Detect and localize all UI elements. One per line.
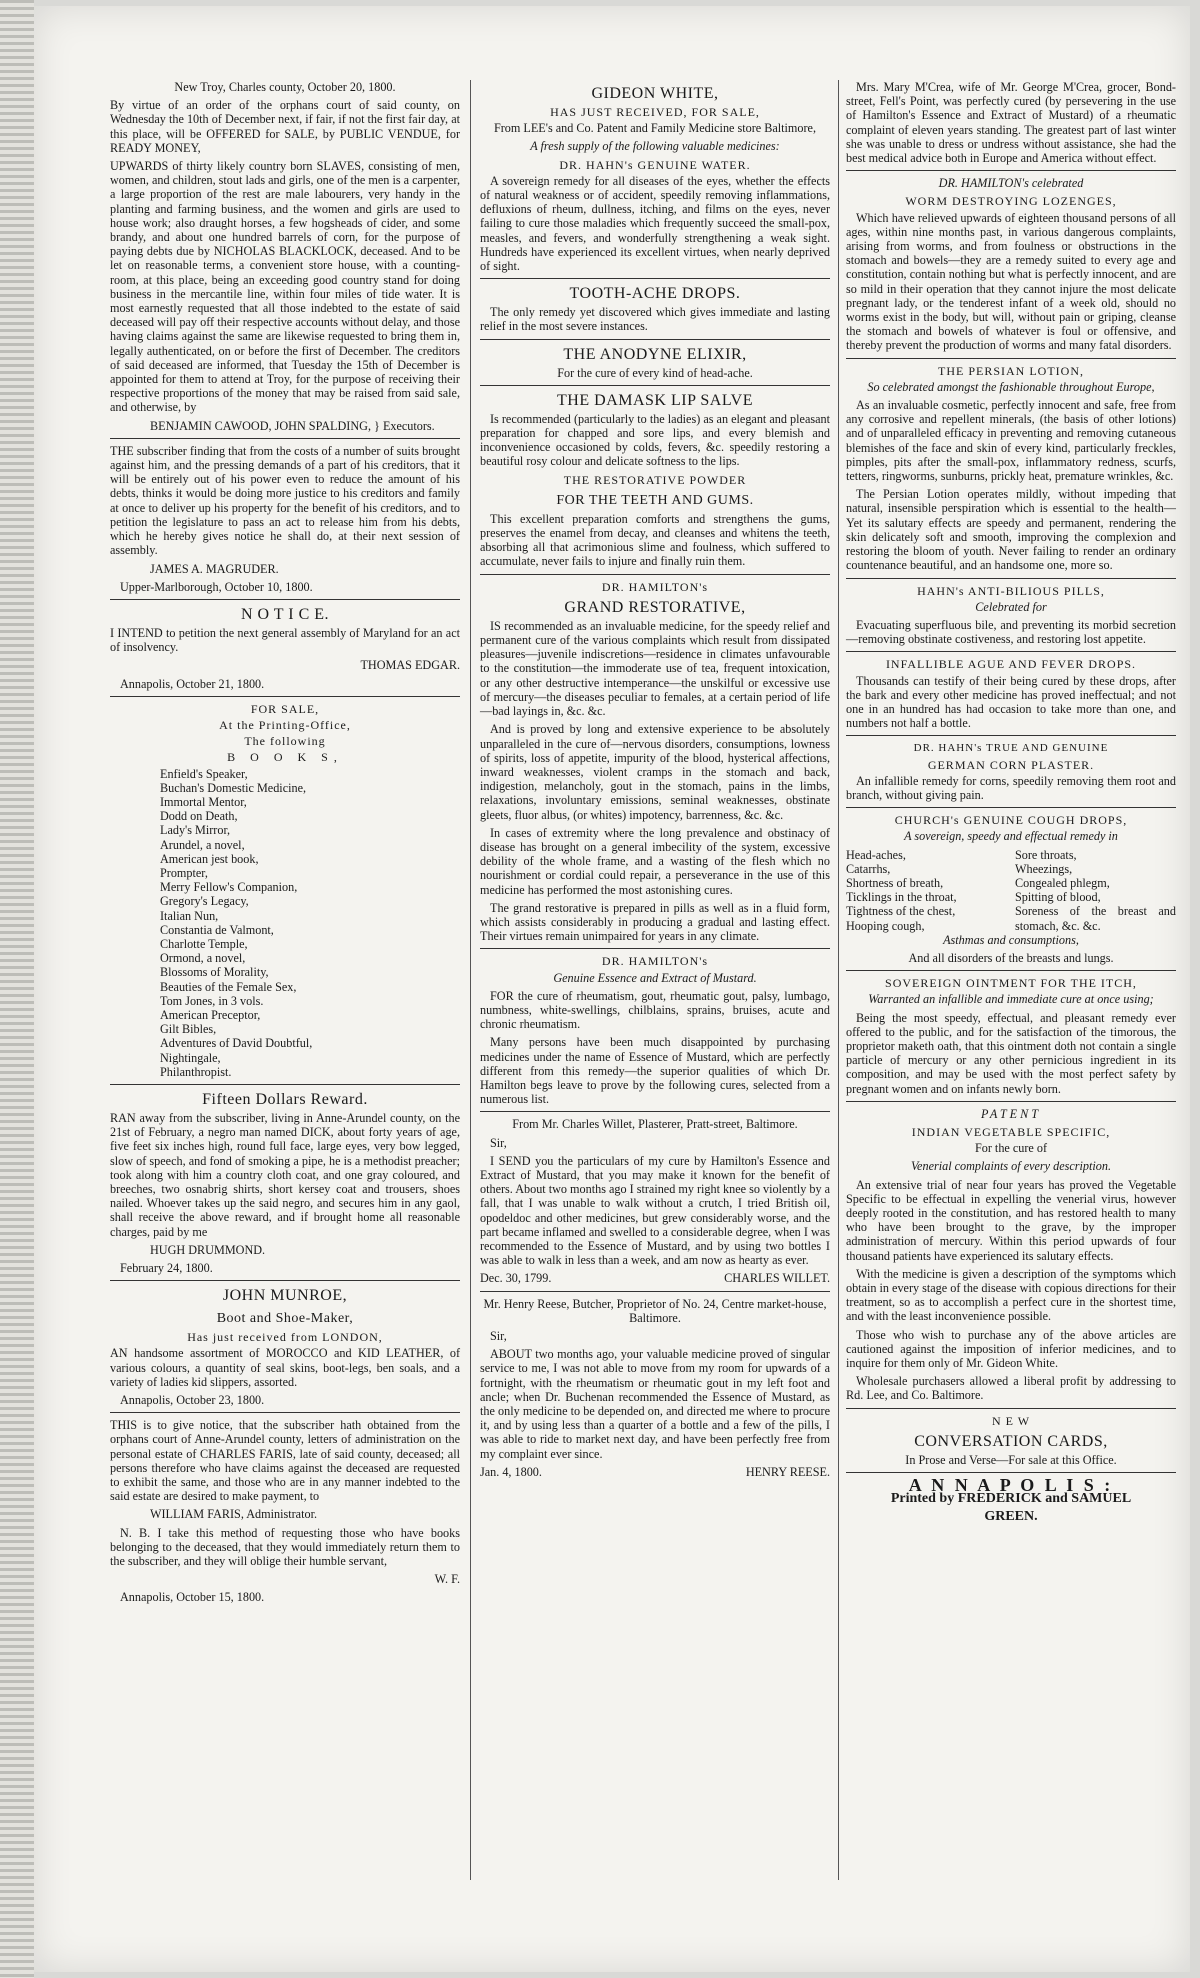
- willet-signature: CHARLES WILLET.: [724, 1271, 830, 1286]
- divider: [110, 1412, 460, 1413]
- reese-heading: Mr. Henry Reese, Butcher, Proprietor of No. 24, Centre market-house, Baltimore.: [483, 1296, 827, 1325]
- list-item: Sore throats,: [1015, 847, 1077, 862]
- patent-heading: PATENT: [981, 1106, 1041, 1121]
- indian-sub: For the cure of: [974, 1141, 1048, 1156]
- cough-left-list: [846, 848, 1007, 933]
- reward-date: February 24, 1800.: [120, 1261, 213, 1276]
- anodyne-body: For the cure of every kind of head-ache.: [557, 365, 753, 380]
- books-heading: B O O K S,: [227, 750, 343, 765]
- list-item: Ormond, a novel,: [160, 951, 246, 966]
- list-item: Beauties of the Female Sex,: [160, 979, 297, 994]
- divider: [480, 1291, 830, 1292]
- cough-sub: A sovereign, speedy and effectual remedy in: [904, 829, 1118, 844]
- divider: [846, 970, 1176, 971]
- mustard-body-2: Many persons have been much disappointed by purchasing medicines under the name of Essence of Mustard, which are perfectly different from this remedy—the superior qualities of which Dr. Hamilton begs leave to prove by the following cures, selected from a numerous list.: [480, 1035, 830, 1107]
- list-item: Catarrhs,: [846, 861, 891, 876]
- ague-heading: INFALLIBLE AGUE AND FEVER DROPS.: [885, 657, 1137, 672]
- corn-heading: DR. HAHN's TRUE AND GENUINE: [913, 742, 1109, 755]
- list-item: Prompter,: [160, 865, 208, 880]
- notice-title: N O T I C E.: [240, 605, 330, 623]
- list-item: Constantia de Valmont,: [160, 922, 274, 937]
- worm-body: Which have relieved upwards of eighteen thousand persons of all ages, within nine months past, in various dangerous complaints, arising from worms, and from foulness or obstructions in the stomach and bowels—they are a remedy suited to every age and constitution, contain nothing but what is perfectly innocent, and are so mild in their operation that they cannot injure the most delicate pregnant lady, or the tenderest infant of a week old, should no worms exist in the body, but will, without pain or griping, cleanse the stomach and bowels of whatever is foul or offensive, and thereby prevent the production of worms and many fatal disorders.: [846, 210, 1176, 353]
- grand-body-2: And is proved by long and extensive experience to be absolutely unparalleled in the cure of—nervous disorders, consumptions, lowness of spirits, loss of appetite, impurity of the blood, hysterical affections, inward weaknesses, violent cramps in the stomach and back, indigestion, melancholy, gout in the stomach, pains in the limbs, relaxations, involuntary emissions, seminal weaknesses, obstinate gleets, fluor albus, (or whites) impotency, barrenness, &c. &c.: [480, 722, 830, 822]
- divider: [110, 696, 460, 697]
- grand-heading-2: GRAND RESTORATIVE,: [564, 598, 746, 616]
- reward-title: Fifteen Dollars Reward.: [202, 1091, 368, 1108]
- munroe-sub: Boot and Shoe-Maker,: [216, 1311, 354, 1327]
- water-body: A sovereign remedy for all diseases of the eyes, whether the effects of natural weakness or of accident, speedily removing inflammations, defluxions of rheum, dullness, itching, and films on the eyes, never failing to cure those maladies which frequently succeed the small-pox, measles, and fevers, and wonderfully strengthening a weak sight. Hundreds have experienced its excellent virtues, when nearly deprived of sight.: [480, 173, 830, 274]
- list-item: Spitting of blood,: [1015, 890, 1101, 905]
- divider: [480, 1111, 830, 1112]
- reese-date: Jan. 4, 1800.: [480, 1464, 542, 1479]
- list-item: Immortal Mentor,: [160, 794, 247, 809]
- divider: [110, 1280, 460, 1281]
- indian-sub-2: Venerial complaints of every description.: [910, 1159, 1112, 1174]
- indian-body-2: With the medicine is given a description of the symptoms which obtain in every stage of the disease with copious directions for their treatment, so as to accomplish a perfect cure in the shortest time, and with the least inconvenience possible.: [846, 1266, 1176, 1324]
- cough-tail-2: And all disorders of the breasts and lungs.: [908, 950, 1114, 965]
- corn-body: An infallible remedy for corns, speedily removing them root and branch, without giving pain.: [846, 773, 1176, 802]
- mccrea-testimonial: Mrs. Mary M'Crea, wife of Mr. George M'Crea, grocer, Bond-street, Fell's Point, was perfectly cured (by persevering in the use of Hamilton's Essence and Extract of Mustard) of a rheumatic complaint of eleven years standing. The greatest part of last winter she was unable to dress or undress without assistance, she had the best medical advice both in Europe and America without effect.: [846, 80, 1176, 166]
- list-item: Wheezings,: [1015, 861, 1073, 876]
- books-sub: At the Printing-Office,: [219, 717, 351, 732]
- list-item: Hooping cough,: [846, 918, 925, 933]
- white-sub2: From LEE's and Co. Patent and Family Medicine store Baltimore,: [493, 121, 817, 136]
- lip-heading: THE DAMASK LIP SALVE: [557, 391, 753, 409]
- slaves-ad: UPWARDS of thirty likely country born SLAVES, consisting of men, women, and children, stout lads and girls, one of the men is a carpenter, a large proportion of the rest are male labourers, very handy in the planting and farming business, and the women and girls are used to house work; also draught horses, a few hogsheads of cider, and some brandy, and about one hundred barrels of corn, for the purpose of paying debts due by NICHOLAS BLACKLOCK, deceased. And to be let on reasonable terms, a convenient store house, with a counting-room, at this place, being an exceeding good country stand for doing business in the mercantile line, within four miles of tide water. It is most earnestly requested that all those indebted to the estate of said deceased will pay off their respective accounts without delay, and those having claims against the same are likewise requested to bring them in, legally authenticated, on or before the first of December. The creditors of said deceased are informed, that Tuesday the 15th of December is appointed for them to attend at Troy, for the purpose of receiving their respective proportions of the money that may be raised from said sale, and otherwise, by: [110, 159, 460, 415]
- lip-body: Is recommended (particularly to the ladies) as an elegant and pleasant preparation for chapped and sore lips, and every blemish and inconvenience occasioned by colds, fevers, &c. speedily restoring a beautiful rosy colour and delicate softness to the lips.: [480, 411, 830, 469]
- divider: [480, 385, 830, 386]
- column-rule: [470, 80, 471, 1880]
- willet-body: I SEND you the particulars of my cure by Hamilton's Essence and Extract of Mustard, that you may make it known for the benefit of others. About two months ago I strained my right knee so violently by a fall, that I was unable to walk without a crutch, I tried British oil, opodeldoc and other medicines, but grew considerably worse, and the part became inflamed and swelled to a considerable degree, when I was recommended to the Essence of Mustard, and by using two bottles I was able to walk in less than a week, and am now as hearty as ever.: [480, 1153, 831, 1268]
- willet-heading: From Mr. Charles Willet, Plasterer, Pratt-street, Baltimore.: [512, 1117, 798, 1132]
- reese-body: ABOUT two months ago, your valuable medicine proved of singular service to me, I was not able to move from my room for upwards of a fortnight, with the rheumatism or rheumatic gout in my left foot and ancle; when Dr. Buchenan recommended the Essence of Mustard, as the only medicine to be depended on, and directed me where to procure it, and by using less than a quarter of a bottle and a few of the pills, I was able to ride to market next day, and have been perfectly free from my complaint ever since.: [480, 1347, 830, 1461]
- itch-sub: Warranted an infallible and immediate cure at once using;: [868, 992, 1154, 1007]
- cough-ailments: [846, 848, 1176, 933]
- list-item: Gregory's Legacy,: [160, 894, 249, 909]
- white-title: GIDEON WHITE,: [591, 85, 719, 102]
- ague-body: Thousands can testify of their being cured by these drops, after the bark and every other medicine has proved ineffectual; and not one in an hundred has had occasion to take more than one, and numbers not half a bottle.: [846, 673, 1176, 731]
- powder-heading: THE RESTORATIVE POWDER: [563, 472, 747, 487]
- divider: [846, 651, 1176, 652]
- bilious-body: Evacuating superfluous bile, and preventing its morbid secretion—removing obstinate costiveness, and restoring lost appetite.: [846, 617, 1176, 647]
- faris-date: Annapolis, October 15, 1800.: [120, 1590, 265, 1605]
- munroe-body: AN handsome assortment of MOROCCO and KID LEATHER, of various colours, a quantity of seal skins, boot-legs, ben soals, and a variety of ladies kid slippers, assorted.: [110, 1346, 460, 1389]
- books-list: [160, 767, 460, 1079]
- worm-heading: DR. HAMILTON's celebrated: [938, 176, 1084, 191]
- books-sub: The following: [244, 734, 326, 749]
- list-item: Blossoms of Morality,: [160, 965, 269, 980]
- mustard-heading: DR. HAMILTON's: [601, 954, 709, 969]
- cards-sub: In Prose and Verse—For sale at this Office.: [905, 1452, 1117, 1467]
- divider: [846, 807, 1176, 808]
- bilious-heading: HAHN's ANTI-BILIOUS PILLS,: [917, 583, 1105, 598]
- reward-body: RAN away from the subscriber, living in Anne-Arundel county, on the 21st of February, a negro man named DICK, about forty years of age, five feet six inches high, round full face, large eyes, very bow legged, slow of speech, and fond of smoking a pipe, he is a methodist preacher; took along with him a country cloth coat, and one gray coloured, and breeches, two osnabrig shirts, short kersey coat and trousers, shoes nailed. Whoever takes up the said negro, and secures him in any gaol, shall receive the above reward, and if brought home all reasonable charges, paid by me: [110, 1111, 460, 1239]
- list-item: Merry Fellow's Companion,: [160, 880, 298, 895]
- sale-place: New Troy, Charles county, October 20, 1800.: [174, 80, 396, 94]
- list-item: American Preceptor,: [160, 1007, 261, 1022]
- faris-body: THIS is to give notice, that the subscriber hath obtained from the orphans court of Anne-Arundel county, letters of administration on the personal estate of CHARLES FARIS, late of said county, deceased; all persons therefore who have claims against the deceased are requested to exhibit the same, and those who are in any manner indebted to the said estate are desired to make payment, to: [110, 1418, 460, 1504]
- list-item: Tom Jones, in 3 vols.: [160, 993, 264, 1008]
- reese-signature: HENRY REESE.: [745, 1464, 830, 1479]
- white-sub: HAS JUST RECEIVED, FOR SALE,: [550, 105, 760, 119]
- cards-heading-2: CONVERSATION CARDS,: [914, 1432, 1108, 1450]
- imprint-line: Printed by FREDERICK and SAMUEL: [890, 1491, 1132, 1507]
- list-item: Philanthropist.: [160, 1064, 232, 1079]
- cough-tail: Asthmas and consumptions,: [943, 932, 1079, 947]
- itch-heading: SOVEREIGN OINTMENT FOR THE ITCH,: [885, 976, 1137, 991]
- imprint-line-2: GREEN.: [984, 1509, 1038, 1525]
- sale-body: By virtue of an order of the orphans court of said county, on Wednesday the 10th of December next, if fair, if not the first fair day, at this place, will be OFFERED for SALE, by PUBLIC VENDUE, for READY MONEY,: [110, 98, 460, 155]
- divider: [846, 1101, 1176, 1102]
- divider: [480, 339, 830, 340]
- page-spine-edge: [0, 0, 34, 1978]
- bilious-sub: Celebrated for: [975, 599, 1047, 614]
- wholesale-body: Wholesale purchasers allowed a liberal profit by addressing to Rd. Lee, and Co. Baltimore.: [846, 1374, 1176, 1403]
- list-item: Arundel, a novel,: [160, 837, 245, 852]
- column-3: [846, 80, 1176, 1529]
- white-sub3: A fresh supply of the following valuable medicines:: [530, 139, 780, 154]
- list-item: Italian Nun,: [160, 908, 219, 923]
- list-item: Adventures of David Doubtful,: [160, 1036, 313, 1051]
- willet-footer: [480, 1271, 830, 1285]
- list-item: Dodd on Death,: [160, 809, 238, 824]
- faris-signature: WILLIAM FARIS, Administrator.: [150, 1507, 318, 1522]
- itch-body: Being the most speedy, effectual, and pleasant remedy ever offered to the public, and for the satisfaction of the timorous, the proprietor maketh oath, that this ointment doth not contain a single particle of mercury or any other pernicious ingredient in its composition, and may be used with the most perfect safety by pregnant women and on infants newly born.: [846, 1010, 1176, 1096]
- powder-heading-2: FOR THE TEETH AND GUMS.: [556, 492, 754, 508]
- magruder-date: Upper-Marlborough, October 10, 1800.: [120, 579, 313, 594]
- indian-body: An extensive trial of near four years has proved the Vegetable Specific to be effectual in expelling the venerial virus, however deeply rooted in the constitution, and has restored health to many who have been brought to the grave, by the improper administration of mercury. Within this period upwards of four thousand patients have experienced its salutary effects.: [846, 1177, 1176, 1263]
- caution-body: Those who wish to purchase any of the above articles are cautioned against the imposition of inferior medicines, and to inquire for them only of Mr. Gideon White.: [846, 1327, 1176, 1371]
- powder-body: This excellent preparation comforts and strengthens the gums, preserves the enamel from decay, and cleanses and whitens the teeth, absorbing all that acrimonious slime and foulness, which suffered to accumulate, never fails to injure and finally ruin them.: [480, 511, 830, 569]
- divider: [480, 574, 830, 575]
- corn-heading-2: GERMAN CORN PLASTER.: [927, 757, 1095, 772]
- list-item: Enfield's Speaker,: [160, 766, 248, 781]
- grand-body-4: The grand restorative is prepared in pills as well as in a fluid form, which assists considerably in producing a gradual and lasting effect. Their virtues remain unimpaired for years in any climate.: [480, 900, 830, 944]
- cards-heading: N E W: [991, 1413, 1031, 1428]
- tooth-body: The only remedy yet discovered which gives immediate and lasting relief in the most severe instances.: [480, 305, 830, 334]
- books-title: FOR SALE,: [250, 701, 320, 716]
- imprint-title: A N N A P O L I S :: [908, 1475, 1114, 1496]
- divider: [110, 438, 460, 439]
- column-rule: [838, 80, 839, 1880]
- divider: [480, 278, 830, 279]
- reese-footer: [480, 1465, 830, 1479]
- reese-sir: Sir,: [490, 1329, 507, 1344]
- magruder-signature: JAMES A. MAGRUDER.: [150, 561, 279, 576]
- list-item: American jest book,: [160, 851, 259, 866]
- mustard-heading-2: Genuine Essence and Extract of Mustard.: [553, 970, 757, 985]
- list-item: Soreness of the breast and stomach, &c. &c.: [1015, 904, 1176, 933]
- magruder-ad: THE subscriber finding that from the costs of a number of suits brought against him, and the pressing demands of a part of his creditors, that it will be entirely out of his power even to reduce the amount of his debts, thinks it would be doing more justice to his creditors and family at once to deliver up his property for the benefit of his creditors, and to petition the legislature to pass an act to release him from his debts, which he hereby gives notice he shall do, at their next session of assembly.: [110, 443, 460, 558]
- munroe-lead: Has just received from LONDON,: [187, 1330, 383, 1345]
- divider: [846, 170, 1176, 171]
- grand-heading: DR. HAMILTON's: [601, 579, 709, 594]
- divider: [110, 599, 460, 600]
- faris-nb: N. B. I take this method of requesting those who have books belonging to the deceased, that they would immediately return them to the subscriber, and they will oblige their humble servant,: [110, 1525, 460, 1569]
- list-item: Tightness of the chest,: [846, 904, 956, 919]
- tooth-heading: TOOTH-ACHE DROPS.: [569, 285, 741, 303]
- divider: [846, 1472, 1176, 1473]
- divider: [846, 1408, 1176, 1409]
- grand-body-3: In cases of extremity where the long prevalence and obstinacy of disease has brought on a general imbecility of the system, excessive debility of the whole frame, and a wasting of the flesh which no nourishment or cordial could repair, a perseverance in the use of this medicine has performed the most astonishing cures.: [480, 825, 830, 897]
- executors-signature: BENJAMIN CAWOOD, JOHN SPALDING, } Executors.: [150, 418, 435, 433]
- list-item: Ticklings in the throat,: [846, 890, 957, 905]
- list-item: Charlotte Temple,: [160, 936, 248, 951]
- divider: [846, 358, 1176, 359]
- list-item: Gilt Bibles,: [160, 1022, 217, 1037]
- list-item: Buchan's Domestic Medicine,: [160, 780, 307, 795]
- divider: [846, 735, 1176, 736]
- faris-nb-signature: W. F.: [434, 1572, 460, 1587]
- worm-heading-2: WORM DESTROYING LOZENGES,: [905, 194, 1117, 209]
- column-2: [480, 80, 830, 1479]
- list-item: Lady's Mirror,: [160, 823, 231, 838]
- list-item: Nightingale,: [160, 1050, 221, 1065]
- willet-sir: Sir,: [490, 1135, 507, 1150]
- divider: [846, 578, 1176, 579]
- divider: [480, 948, 830, 949]
- water-heading: DR. HAHN's GENUINE WATER.: [559, 157, 751, 172]
- cough-right-list: [1015, 848, 1176, 933]
- list-item: Congealed phlegm,: [1015, 875, 1110, 890]
- lotion-heading: THE PERSIAN LOTION,: [938, 363, 1084, 378]
- lotion-body-1: As an invaluable cosmetic, perfectly innocent and safe, free from any corrosive and repellent minerals, (the basis of other lotions) and of unparalleled efficacy in preventing and removing cutaneous blemishes of the face and skin of every kind, particularly freckles, pimples, pits after the small-pox, inflammatory redness, scurfs, tetters, ringworms, sunburns, prickly heat, premature wrinkles, &c.: [846, 398, 1176, 484]
- lotion-sub: So celebrated amongst the fashionable throughout Europe,: [867, 379, 1155, 394]
- notice-body: I INTEND to petition the next general assembly of Maryland for an act of insolvency.: [110, 625, 460, 655]
- anodyne-heading: THE ANODYNE ELIXIR,: [563, 345, 747, 363]
- munroe-date: Annapolis, October 23, 1800.: [120, 1393, 265, 1408]
- notice-date: Annapolis, October 21, 1800.: [120, 676, 265, 691]
- reward-signature: HUGH DRUMMOND.: [150, 1242, 266, 1257]
- grand-body-1: IS recommended as an invaluable medicine, for the speedy relief and permanent cure of the various complaints which result from dissipated pleasures—juvenile indiscretions—residence in climates unfavourable to the constitution—the immoderate use of tea, frequent intoxication, or any other destructive intemperance—the unskilful or excessive use of mercury—the diseases peculiar to females, at a certain period of life—bad layings in, &c. &c.: [480, 618, 830, 719]
- column-1: [110, 80, 460, 1609]
- willet-date: Dec. 30, 1799.: [480, 1271, 552, 1286]
- munroe-title: JOHN MUNROE,: [222, 1287, 348, 1305]
- indian-heading: INDIAN VEGETABLE SPECIFIC,: [911, 1125, 1111, 1139]
- cough-heading: CHURCH's GENUINE COUGH DROPS,: [894, 813, 1128, 828]
- notice-signature: THOMAS EDGAR.: [360, 658, 460, 673]
- mustard-body-1: FOR the cure of rheumatism, gout, rheumatic gout, palsy, lumbago, numbness, white-swellings, chilblains, sprains, bruises, acute and chronic rheumatism.: [480, 988, 830, 1032]
- divider: [110, 1084, 460, 1085]
- list-item: Head-aches,: [846, 847, 906, 862]
- list-item: Shortness of breath,: [846, 875, 944, 890]
- lotion-body-2: The Persian Lotion operates mildly, without impeding that natural, insensible perspiration which is essential to the health—Yet its salutary effects are speedy and permanent, rendering the skin delicately soft and smooth, improving the complexion and restoring the bloom of youth. Never failing to render an ordinary countenance beautiful, and an handsome one, more so.: [846, 487, 1176, 573]
